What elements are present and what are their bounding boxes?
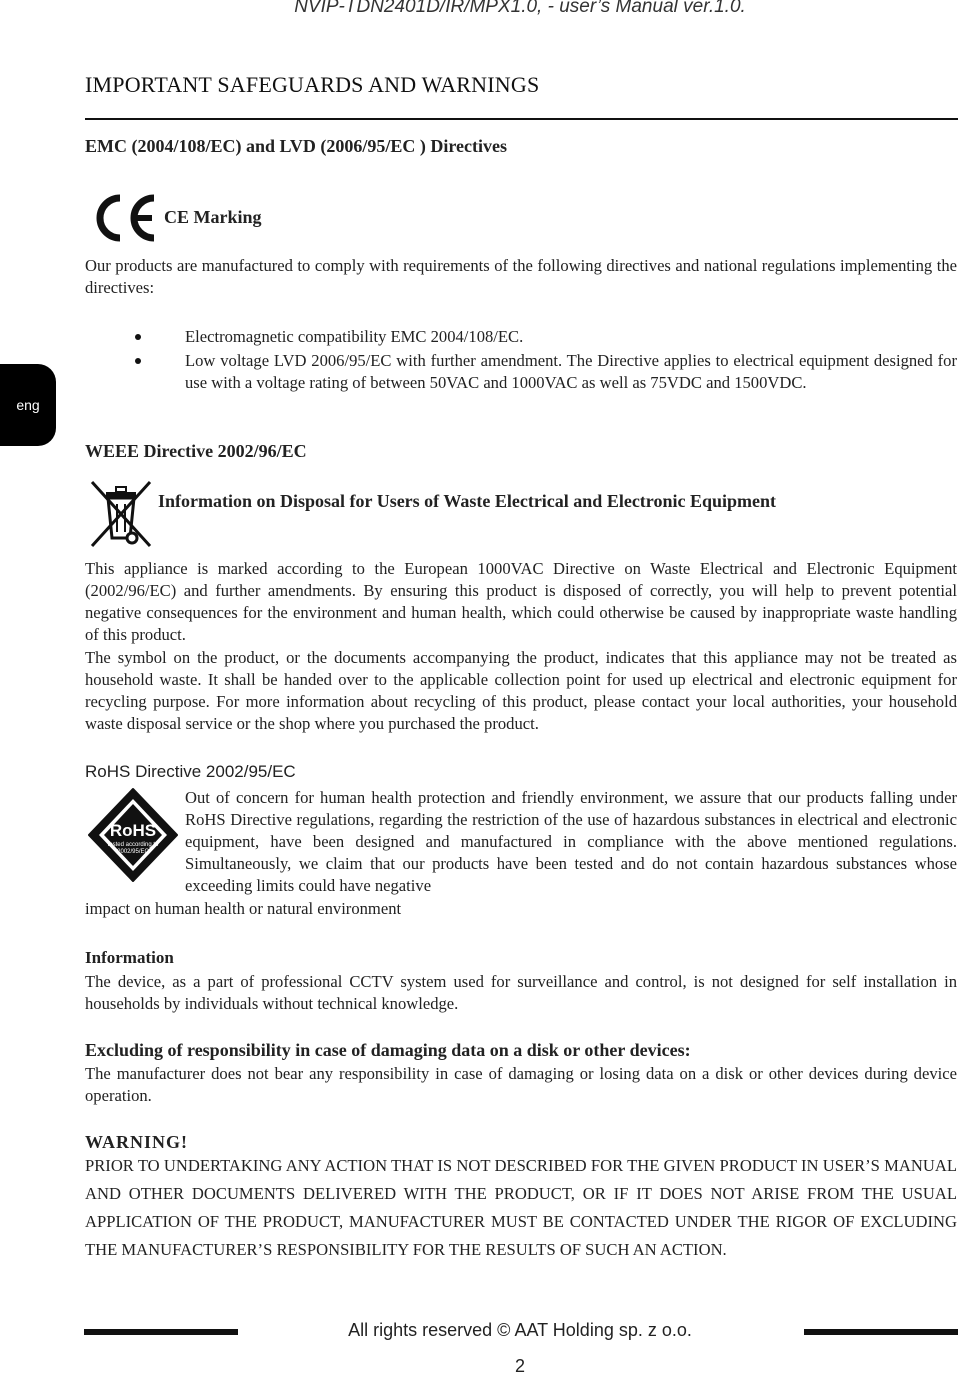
emc-directive-list <box>135 326 957 394</box>
emc-intro: Our products are manufactured to comply with requirements of the following directives and national regulations implementing the directives: <box>85 256 957 297</box>
rohs-logo-sub2: 2002/95/EC <box>117 849 149 855</box>
information-text: The device, as a part of professional CCTV system used for surveillance and control, is not designed for self installation in households by individuals without technical knowledge. <box>85 972 957 1013</box>
rohs-logo <box>86 786 180 884</box>
language-tab <box>0 364 56 446</box>
rohs-logo-main: RoHS <box>109 821 157 840</box>
manual-header: NVIP-TDN2401D/IR/MPX1.0, - user’s Manual ver.1.0. <box>294 0 746 17</box>
warning-text: PRIOR TO UNDERTAKING ANY ACTION THAT IS NOT DESCRIBED FOR THE GIVEN PRODUCT IN USER’S MANUAL AND OTHER DOCUMENTS DELIVERED WITH THE PRODUCT, OR IF IT DOES NOT ARISE FROM THE USUAL APPLICATION OF THE PRODUCT, MANUFACTURER MUST BE CONTACTED UNDER THE RIGOR OF EXCLUDING THE MANUFACTURER’S RESPONSIBILITY FOR THE RESULTS OF SUCH AN ACTION. <box>85 1156 957 1259</box>
ce-marking-label: CE Marking <box>164 207 262 227</box>
rohs-text: Out of concern for human health protection and friendly environment, we assure that our products falling under RoHS Directive regulations, regarding the restriction of the use of hazardous substances in electrical and electronic equipment, have been designed and manufactured in compliance with the above mentioned regulations. Simultaneously, we claim that our products have been tested and do not contain hazardous substances whose exceeding limits could have negative <box>185 788 957 895</box>
bullet-icon <box>135 358 141 364</box>
list-item: Low voltage LVD 2006/95/EC with further amendment. The Directive applies to electrical equipment designed for use with a voltage rating of between 50VAC and 1000VAC as well as 75VDC and 1500VDC. <box>135 350 957 394</box>
page-number: 2 <box>514 1356 525 1376</box>
rohs-heading: RoHS Directive 2002/95/EC <box>85 762 296 781</box>
weee-paragraph-2: The symbol on the product, or the documents accompanying the product, indicates that this appliance may not be treated as household waste. It shall be handed over to the applicable collection point for used up electrical and electronic equipment for recycling purpose. For more information about recycling of this product, please contact your local authorities, your household waste disposal service or the shop where you purchased the product. <box>85 648 957 733</box>
crossed-bin-icon <box>88 478 154 550</box>
weee-heading: WEEE Directive 2002/96/EC <box>85 441 307 461</box>
bullet-icon <box>135 334 141 340</box>
warning-heading: WARNING! <box>85 1132 189 1152</box>
list-item: Electromagnetic compatibility EMC 2004/108/EC. <box>135 326 957 348</box>
information-heading: Information <box>85 948 174 967</box>
ce-mark-icon <box>92 194 158 242</box>
page-title: IMPORTANT SAFEGUARDS AND WARNINGS <box>85 72 540 97</box>
rohs-text-tail: impact on human health or natural environment <box>85 899 402 918</box>
title-divider <box>85 118 958 120</box>
excluding-heading: Excluding of responsibility in case of damaging data on a disk or other devices: <box>85 1040 691 1060</box>
weee-paragraph-1: This appliance is marked according to the European 1000VAC Directive on Waste Electrical and Electronic Equipment (2002/96/EC) and further amendments. By ensuring this product is disposed of correctly, you will help to prevent potential negative consequences for the environment and human health, which could otherwise be caused by inappropriate waste handling of this product. <box>85 559 957 644</box>
language-tab-label: eng <box>16 397 40 413</box>
emc-heading: EMC (2004/108/EC) and LVD (2006/95/EC ) Directives <box>85 136 507 156</box>
footer-rights: All rights reserved © AAT Holding sp. z o.o. <box>348 1320 692 1340</box>
excluding-text: The manufacturer does not bear any responsibility in case of damaging or losing data on a disk or other devices during device operation. <box>85 1064 957 1105</box>
weee-info-heading: Information on Disposal for Users of Waste Electrical and Electronic Equipment <box>158 491 776 511</box>
rohs-logo-sub1: tested according to <box>107 842 159 848</box>
